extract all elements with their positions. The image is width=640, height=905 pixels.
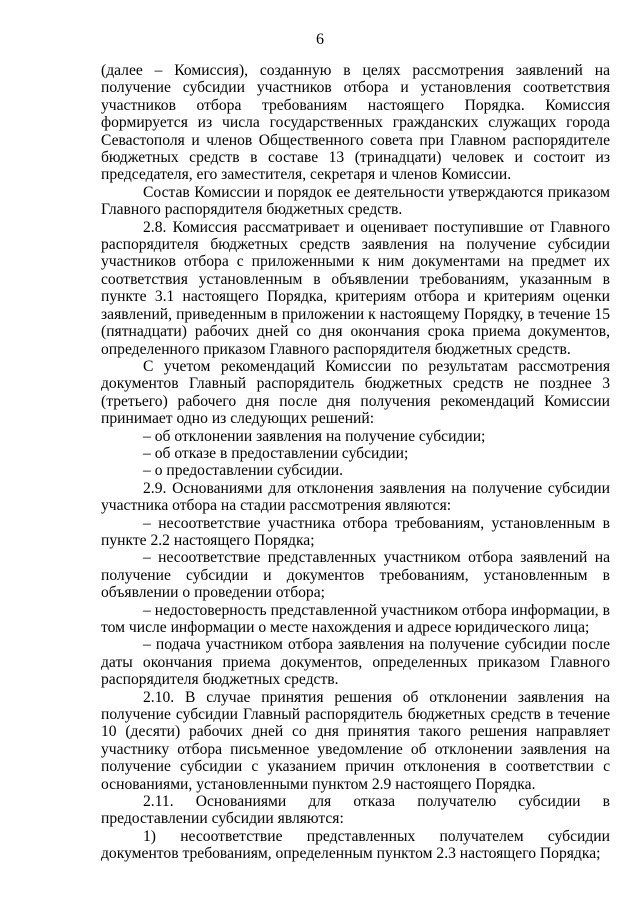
list-item-documents-noncompliance: 1) несоответствие представленных получателем субсидии документов требованиям, определенным пунктом 2.3 настоящего Порядка; — [101, 827, 610, 863]
paragraph-commission-definition: (далее – Комиссия), созданную в целях рассмотрения заявлений на получение субсидии участников отбора и установления соответствия участников отбора требованиям настоящего Порядка. Комиссия формируется из числа государственных гражданских служащих города Севастополя и членов Общественного совета при Главном распорядителе бюджетных средств в составе 13 (тринадцати) человек и состоит из председателя, его заместителя, секретаря и членов Комиссии. — [101, 62, 610, 184]
list-item-refusal: – об отказе в предоставлении субсидии; — [143, 444, 409, 462]
paragraph-commission-composition: Состав Комиссии и порядок ее деятельности утверждаются приказом Главного распорядителя бюджетных средств. — [101, 183, 610, 219]
list-item-late-submission: – подача участником отбора заявления на получение субсидии после даты окончания приема документов, определенных приказом Главного распорядителя бюджетных средств. — [101, 636, 610, 689]
paragraph-decision-intro: С учетом рекомендаций Комиссии по результатам рассмотрения документов Главный распорядитель бюджетных средств не позднее 3 (третьего) рабочего дня после дня получения рекомендаций Комиссии принимает одно из следующих решений: — [101, 357, 610, 428]
paragraph-2-9: 2.9. Основаниями для отклонения заявления на получение субсидии участника отбора на стадии рассмотрения являются: — [101, 479, 610, 515]
list-item-documents-mismatch: – несоответствие представленных участником отбора заявлений на получение субсидии и документов требованиям, установленным в объявлении о проведении отбора; — [101, 549, 610, 602]
paragraph-2-10: 2.10. В случае принятия решения об отклонении заявления на получение субсидии Главный распорядитель бюджетных средств в течение 10 (десяти) рабочих дней со дня принятия такого решения направляет участнику отбора письменное уведомление об отклонении заявления на получение субсидии с указанием причин отклонения в соответствии с основаниями, установленными пунктом 2.9 настоящего Порядка. — [101, 688, 610, 793]
list-item-requirements-mismatch: – несоответствие участника отбора требованиям, установленным в пункте 2.2 настоящего Порядка; — [101, 514, 610, 549]
document-body — [101, 62, 610, 863]
list-item-rejection: – об отклонении заявления на получение субсидии; — [143, 427, 486, 445]
paragraph-2-11: 2.11. Основаниями для отказа получателю субсидии в предоставлении субсидии являются: — [101, 793, 610, 828]
paragraph-2-8: 2.8. Комиссия рассматривает и оценивает поступившие от Главного распорядителя бюджетных средств заявления на получение субсидии участников отбора с приложенными к ним документами на предмет их соответствия установленным в объявлении требованиям, указанным в пункте 3.1 настоящего Порядка, критериям отбора и критериям оценки заявлений, приведенным в приложении к настоящему Порядку, в течение 15 (пятнадцати) рабочих дней со дня окончания срока приема документов, определенного приказом Главного распорядителя бюджетных средств. — [101, 218, 610, 358]
list-item-unreliable-info: – недостоверность представленной участником отбора информации, в том числе информации о месте нахождения и адресе юридического лица; — [101, 601, 610, 636]
list-item-granting: – о предоставлении субсидии. — [143, 462, 344, 480]
page-number: 6 — [316, 31, 324, 48]
